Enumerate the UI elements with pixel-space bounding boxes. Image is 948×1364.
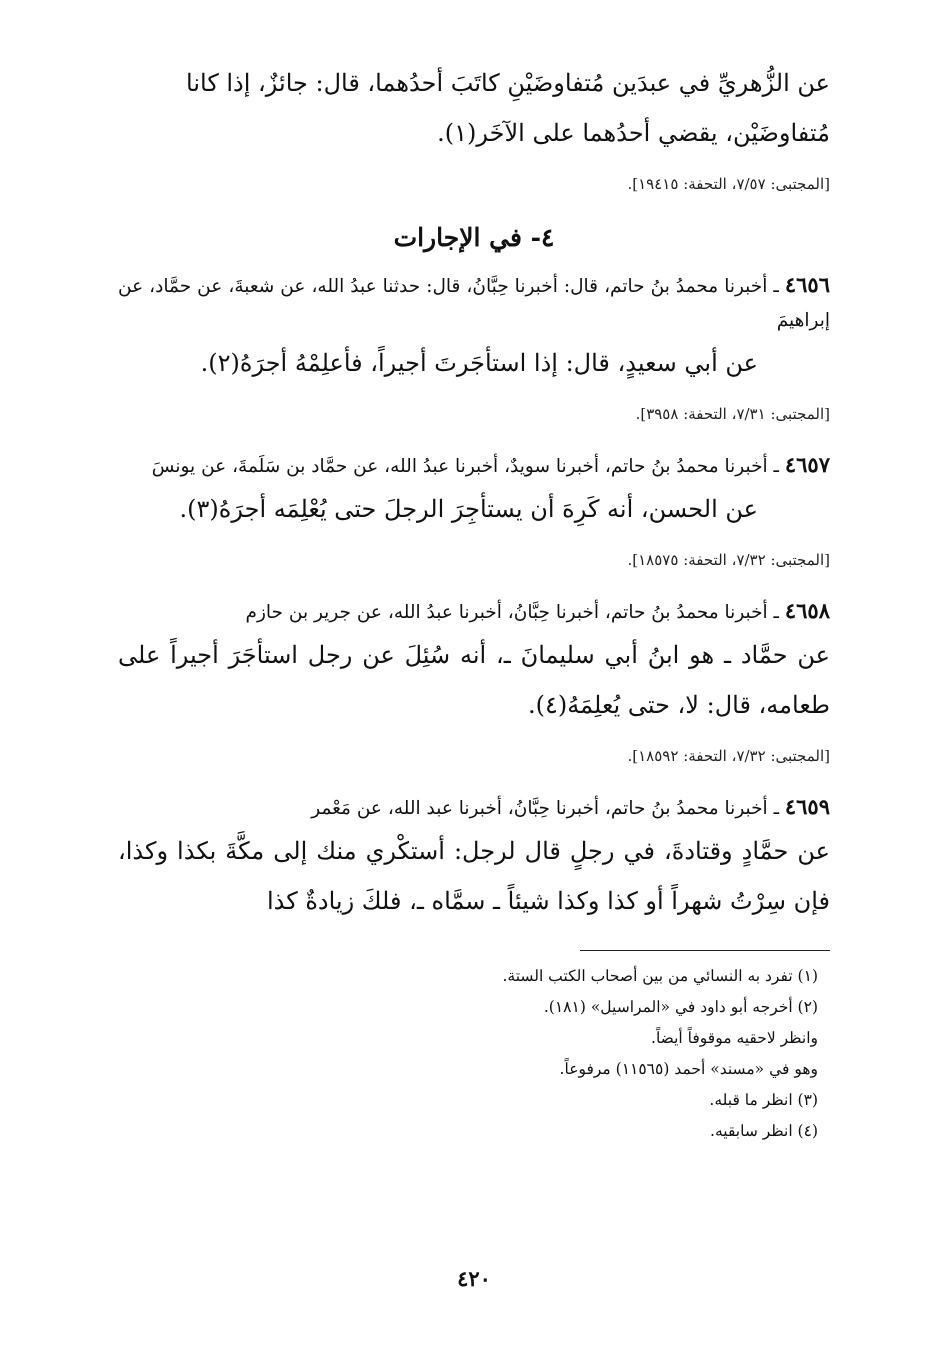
hadith-4656-reference: [المجتبى: ٧/٣١، التحفة: ٣٩٥٨]. [635,405,830,423]
page-number: ٤٢٠ [457,1266,491,1291]
isnad-text: ـ أخبرنا محمدُ بنُ حاتم، قال: أخبرنا حِبَّانُ، قال: حدثنا عبدُ الله، عن شعبةَ، عن حمَّاد، عن إبراهيمَ [118,276,830,331]
continuation-line-1: عن الزُّهريِّ في عبدَين مُتفاوضَيْنِ كاتَبَ أحدُهما، قال: جائزٌ، إذا كانا [186,69,830,97]
hadith-4658-reference: [المجتبى: ٧/٣٢، التحفة: ١٨٥٩٢]. [627,747,830,765]
page-body [118,58,830,1147]
hadith-number: ٤٦٥٧ [784,452,830,477]
footnote-1: (١) تفرد به النسائي من بين أصحاب الكتب الستة. [502,967,818,985]
continuation-line-2: مُتفاوضَيْن، يقضي أحدُهما على الآخَر(١). [437,119,830,147]
hadith-number: ٤٦٥٨ [784,598,830,623]
reference-0: [المجتبى: ٧/٥٧، التحفة: ١٩٤١٥]. [627,175,830,193]
hadith-4658-matn: عن حمَّاد ـ هو ابنُ أبي سليمانَ ـ، أنه سُئِلَ عن رجل استأجَرَ أجيراً على طعامه، قال: لا، حتى يُعلِمَهُ(٤). [118,641,830,719]
footnote-divider [580,950,830,951]
footnote-4: (٤) انظر سابقيه. [710,1122,818,1140]
footnote-2-note-a: وانظر لاحقيه موقوفاً أيضاً. [651,1029,818,1047]
hadith-4657-matn: عن الحسن، أنه كَرِهَ أن يستأجِرَ الرجلَ حتى يُعْلِمَه أجرَهُ(٣). [179,495,758,523]
hadith-4659-matn: عن حمَّادٍ وقتادةَ، في رجلٍ قال لرجل: أستكْري منك إلى مكَّةَ بكذا وكذا، فإن سِرْتُ شهراً أو كذا وكذا شيئاً ـ سمَّاه ـ، فلكَ زيادةٌ كذا [118,837,830,915]
footnote-2: (٢) أخرجه أبو داود في «المراسيل» (١٨١). [543,998,818,1016]
isnad-text: ـ أخبرنا محمدُ بنُ حاتم، أخبرنا حِبَّانُ، أخبرنا عبدُ الله، عن جرير بن حازم [245,602,779,623]
hadith-4658-isnad [118,594,830,630]
hadith-number: ٤٦٥٦ [784,272,830,297]
hadith-number: ٤٦٥٩ [784,794,830,819]
footnotes [118,961,830,1147]
hadith-4656-isnad [118,268,830,338]
hadith-4659-isnad [118,790,830,826]
hadith-4657-reference: [المجتبى: ٧/٣٢، التحفة: ١٨٥٧٥]. [627,551,830,569]
footnote-2-note-b: وهو في «مسند» أحمد (١١٥٦٥) مرفوعاً. [559,1060,818,1078]
isnad-text: ـ أخبرنا محمدُ بنُ حاتم، أخبرنا حِبَّانُ، أخبرنا عبد الله، عن مَعْمر [311,798,779,819]
hadith-4657-isnad [118,448,830,484]
isnad-text: ـ أخبرنا محمدُ بنُ حاتم، أخبرنا سويدٌ، أخبرنا عبدُ الله، عن حمَّاد بن سَلَمةَ، عن يونسَ [151,456,779,477]
hadith-4656-matn: عن أبي سعيدٍ، قال: إذا استأجَرتَ أجيراً، فأعلِمْهُ أجرَهُ(٢). [200,349,758,377]
section-heading: ٤- في الإجارات [393,223,555,252]
footnote-3: (٣) انظر ما قبله. [709,1091,818,1109]
